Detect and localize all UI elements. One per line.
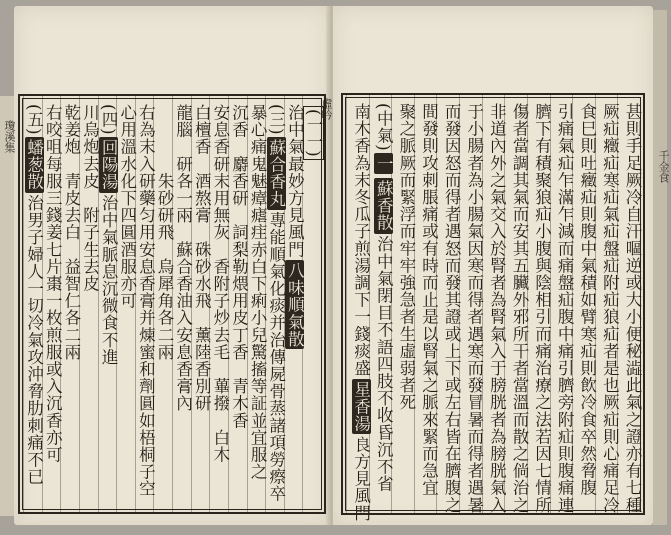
text-column [504,95,527,513]
left-text-frame [18,94,326,514]
text-column [527,95,550,513]
section-number: (一一) [303,106,324,160]
column-text: 心用溫水化下四圓酒服亦可 [117,104,137,310]
column-text: 臍下有積聚狼疝小腹與陰相引而痛治療之法若因七情所 [532,103,552,514]
column-text: 治男子婦人一切冷氣攻沖脅肋刺痛不已 [24,194,44,486]
column-text: 乾姜炮 青皮去白 益智仁各二兩 [61,104,81,361]
text-column [459,95,482,513]
text-column [482,95,505,513]
text-column [42,96,61,512]
column-text: 暴心痛鬼魅瘴瘧疰赤白下痢小兒驚搐等証並宜服之 [248,104,268,481]
text-column [369,95,392,513]
right-page [333,6,653,525]
column-text: 治中氣閉目不語四肢不收昏沉不省 [374,235,394,493]
section-title-badge: 蟠葱散 [24,139,44,191]
text-column [302,96,321,512]
column-text: 專能順氣化痰并治傳屍骨蒸諸項勞瘵卒 [266,211,286,503]
text-column [284,96,303,512]
text-column [436,95,462,514]
column-text: 右為末入研藥匀用安息香膏并煉蜜和劑圓如梧桐子空 [136,104,156,498]
left-page [14,6,330,525]
column-text: 川烏炮去皮 附子生去皮 [80,104,100,293]
text-column [191,96,210,512]
text-column [172,96,191,512]
column-text: 治中氣最妙方見風門 [285,104,305,258]
column-text: 甚則手足厥冷自汗嘔逆或大小便秘澁此氣之證亦有七種 [623,103,642,514]
column-text: 白檀香 酒熬膏 硃砂水飛 薰陸香別研 [192,104,212,412]
text-column [79,96,98,512]
section-title-badge: 一 [374,155,394,173]
column-text: 南木香為末冬瓜子煎湯調下一錢痰盛 [351,103,371,377]
column-text: 于小腸者為小腸氣因寒而得者遇寒而發冒暑而得者遇暑 [464,103,484,514]
text-column [228,96,247,512]
right-text-frame [341,93,645,522]
text-column [550,95,573,513]
column-text: 朱砂研飛 烏犀角各二兩 [155,104,174,361]
text-column [572,95,595,513]
text-column [116,96,135,512]
column-text: 食巳則吐癥疝則腹中氣積如臂寒疝則飲冷食卒然脅腹 [577,103,597,497]
text-column [617,95,640,513]
text-column [135,96,154,512]
section-title-badge: 蘇香散 [374,180,394,232]
text-column [153,96,172,512]
column-text: 厥疝癥疝寒疝氣疝盤疝附疝狼疝者是也厥疝則心痛足冷 [600,103,620,514]
text-column [391,95,414,513]
column-text: 聚之脈厥而緊浮而牢牢強急者生虛弱者死 [396,103,416,411]
column-text: (五) [24,104,44,136]
column-text: 而發因怒而得者遇怒而發其證或上下或左右皆在臍腹之 [442,103,462,514]
text-column [23,96,42,512]
section-title-badge: 八味順氣散 [285,261,305,348]
column-text: 引痛氣疝乍滿乍減而痛盤疝腹中痛引臍旁附疝則腹痛連 [555,103,575,514]
column-text: 龍腦 研各一兩 蘇合香油入安息香膏內 [173,104,193,412]
text-column [595,95,618,513]
section-title-badge: 星香湯 [351,380,371,432]
spine-label: 虛吟 [320,98,333,120]
right-edge-label: 千金食 [657,150,670,183]
text-column [265,96,284,512]
text-column [98,96,117,512]
column-text: 良方見風門 [351,435,371,522]
section-title-badge: 回陽湯 [99,139,119,191]
column-text: (三) [266,104,286,136]
column-text: 傷者當調其氣而安其五臟外邪所干者當溫而散之倘治之 [509,103,529,514]
column-text: (中氣) [374,103,394,152]
column-text: 沉香 麝香研 詞梨勒煨用皮丁香 青木香 [229,104,249,429]
column-text: 右咬咀每服三錢姜七片棗一枚煎服或入沉香亦可 [43,104,63,464]
column-text: (四) [99,104,119,136]
section-title-badge: 蘇合香丸 [266,139,286,208]
column-text: 間發則攻刺脹痛或有時而止是以腎氣之脈來緊而急宜 [419,103,439,497]
column-text: 治中氣脈息沉微食不進 [99,194,119,366]
column-text: 安息香研末用無灰 香附子炒去毛 蓽撥 白木 [210,104,230,464]
text-column [209,96,228,512]
text-column [414,95,437,513]
text-column [346,95,371,522]
text-column [60,96,79,512]
text-column [247,96,266,512]
left-edge-label: 瓊溪集 [3,120,16,153]
right-page-edge [653,10,667,525]
left-page-edge [0,96,14,516]
column-text: 非道內外之氣交入於腎者為腎氣入于膀胱者為膀胱氣入 [487,103,507,514]
